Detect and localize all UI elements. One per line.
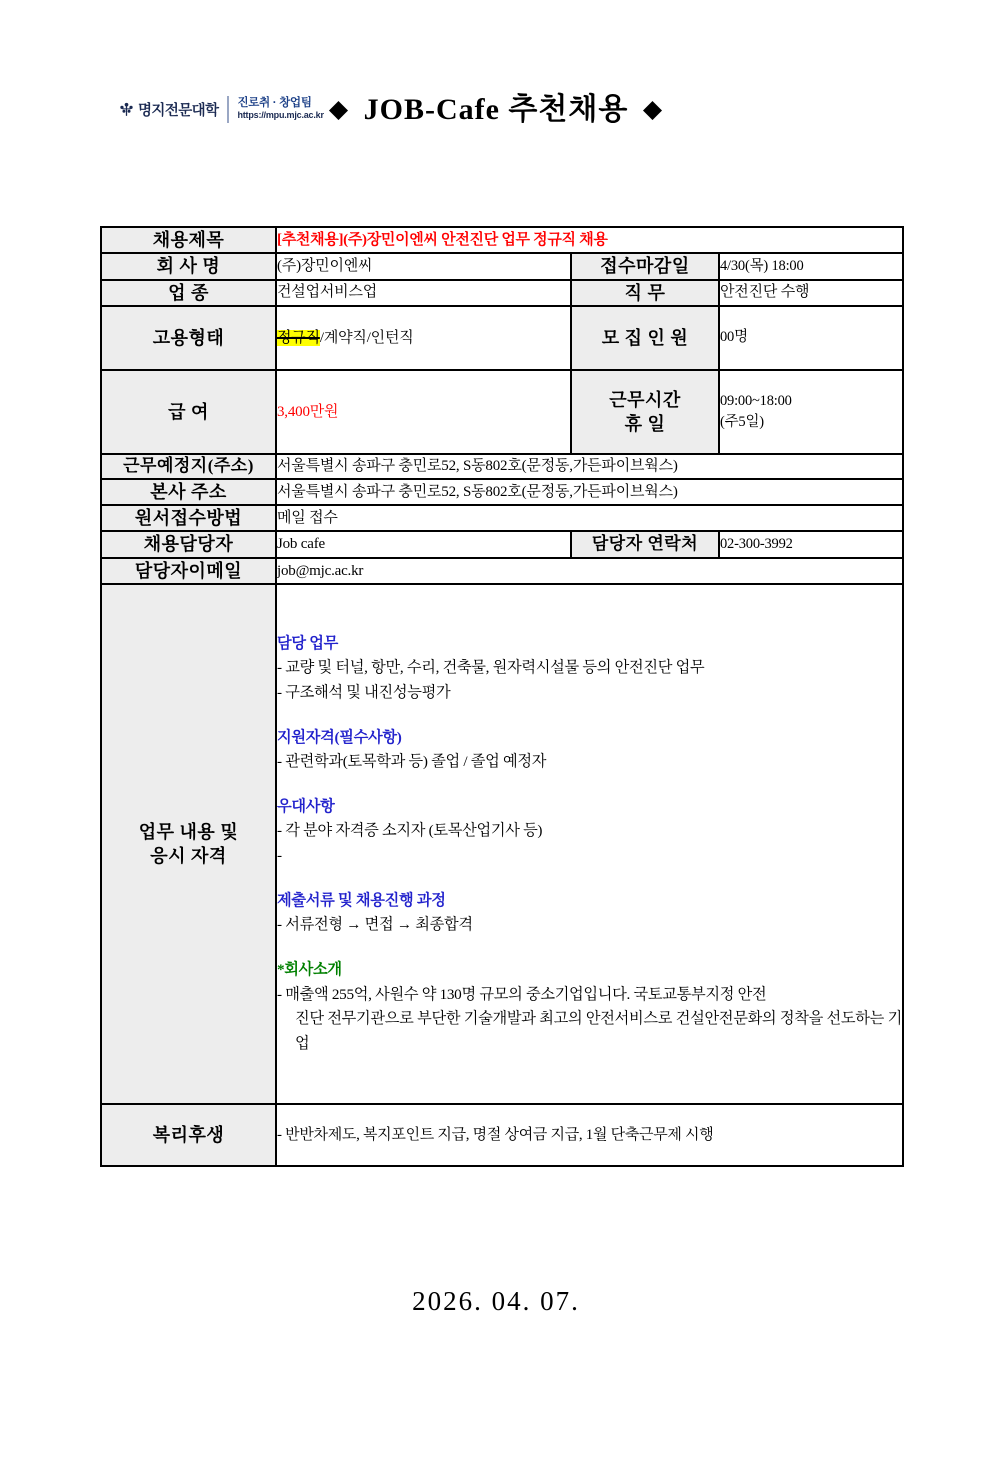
value-recruiter: Job cafe (276, 531, 571, 557)
table-row-employment-type (101, 306, 903, 370)
table-row-head-office (101, 479, 903, 505)
value-job-description (276, 584, 903, 1104)
table-row-job-title (101, 227, 903, 253)
label-job-description (101, 584, 276, 1104)
label-holiday-line2: 휴 일 (624, 413, 666, 434)
desc-duties-item-2: - 구조해석 및 내진성능평가 (277, 683, 451, 701)
document-header (0, 78, 992, 150)
job-posting-table (100, 226, 904, 1167)
document-date: 2026. 04. 07. (412, 1286, 580, 1316)
value-duty: 안전진단 수행 (719, 280, 903, 306)
label-duty: 직 무 (571, 280, 719, 306)
label-apply-method: 원서접수방법 (101, 505, 276, 531)
value-work-location: 서울특별시 송파구 충민로52, S동802호(문정동,가든파이브웍스) (276, 454, 903, 479)
label-welfare: 복리후생 (101, 1104, 276, 1166)
value-industry: 건설업서비스업 (276, 280, 571, 306)
desc-heading-preferred: 우대사항 (277, 797, 335, 815)
job-posting-table-wrapper (100, 226, 902, 1167)
desc-duties-item-1: - 교량 및 터널, 항만, 수리, 건축물, 원자력시설물 등의 안전진단 업무 (277, 659, 705, 677)
label-job-description-line1: 업무 내용 및 (138, 821, 239, 842)
value-headcount: 00명 (719, 306, 903, 370)
label-work-location: 근무예정지(주소) (101, 454, 276, 479)
label-recruiter-email: 담당자이메일 (101, 558, 276, 584)
value-employment-type (276, 306, 571, 370)
page-title-text: JOB-Cafe 추천채용 (363, 93, 629, 126)
value-recruiter-phone: 02-300-3992 (719, 531, 903, 557)
diamond-left-icon: ◆ (328, 96, 350, 123)
value-deadline: 4/30(목) 18:00 (719, 253, 903, 279)
desc-spacer-4 (277, 938, 902, 958)
value-job-title: [추천채용](주)장민이엔씨 안전진단 업무 정규직 채용 (276, 227, 903, 253)
page-title (0, 84, 992, 128)
table-row-work-location (101, 454, 903, 479)
diamond-right-icon: ◆ (642, 96, 664, 123)
label-work-hours (571, 370, 719, 454)
table-row-recruiter-email (101, 558, 903, 584)
desc-heading-qualifications: 지원자격(필수사항) (277, 728, 402, 746)
label-head-office: 본사 주소 (101, 479, 276, 505)
table-row-apply-method (101, 505, 903, 531)
desc-heading-duties: 담당 업무 (277, 634, 338, 652)
label-work-hours-line1: 근무시간 (609, 389, 681, 410)
desc-spacer-2 (277, 775, 902, 795)
desc-company-intro-line-1: - 매출액 255억, 사원수 약 130명 규모의 중소기업입니다. 국토교통부지정 안전 (277, 985, 767, 1003)
desc-spacer-3 (277, 869, 902, 889)
label-company-name: 회 사 명 (101, 253, 276, 279)
value-company-name: (주)장민이엔씨 (276, 253, 571, 279)
desc-heading-company-intro: *회사소개 (277, 960, 342, 978)
value-work-hours-time: 09:00~18:00 (720, 392, 792, 409)
label-industry: 업 종 (101, 280, 276, 306)
label-recruiter-phone: 담당자 연락처 (571, 531, 719, 557)
label-employment-type: 고용형태 (101, 306, 276, 370)
table-row-salary (101, 370, 903, 454)
table-row-job-description (101, 584, 903, 1104)
desc-process-item-1: - 서류전형 → 면접 → 최종합격 (277, 916, 473, 934)
value-work-hours (719, 370, 903, 454)
desc-preferred-item-2: - (277, 847, 282, 865)
desc-spacer-1 (277, 706, 902, 726)
team-url: https://mpu.mjc.ac.kr (237, 110, 324, 121)
label-headcount: 모 집 인 원 (571, 306, 719, 370)
team-name: 진로취 · 창업팀 (237, 97, 312, 110)
label-recruiter: 채용담당자 (101, 531, 276, 557)
employment-type-options: /계약직/인턴직 (319, 329, 414, 346)
value-apply-method: 메일 접수 (276, 505, 903, 531)
value-head-office: 서울특별시 송파구 충민로52, S동802호(문정동,가든파이브웍스) (276, 479, 903, 505)
label-salary: 급 여 (101, 370, 276, 454)
table-row-industry (101, 280, 903, 306)
value-recruiter-email: job@mjc.ac.kr (276, 558, 903, 584)
desc-preferred-item-1: - 각 분야 자격증 소지자 (토목산업기사 등) (277, 822, 543, 840)
university-name: 명지전문대학 (138, 102, 219, 119)
table-row-recruiter (101, 531, 903, 557)
label-job-description-line2: 응시 자격 (150, 846, 227, 867)
table-row-company (101, 253, 903, 279)
value-work-days: (주5일) (720, 413, 764, 430)
desc-qualifications-item-1: - 관련학과(토목학과 등) 졸업 / 졸업 예정자 (277, 753, 547, 771)
value-salary: 3,400만원 (276, 370, 571, 454)
value-welfare: - 반반차제도, 복지포인트 지급, 명절 상여금 지급, 1월 단축근무제 시행 (276, 1104, 903, 1166)
employment-type-selected: 정규직 (277, 329, 320, 346)
label-job-title: 채용제목 (101, 227, 276, 253)
label-deadline: 접수마감일 (571, 253, 719, 279)
desc-company-intro-line-2: 진단 전무기관으로 부단한 기술개발과 최고의 안전서비스로 건설안전문화의 정착을 선도하는 기업 (295, 1010, 902, 1052)
desc-heading-process: 제출서류 및 채용진행 과정 (277, 891, 446, 909)
table-row-welfare (101, 1104, 903, 1166)
